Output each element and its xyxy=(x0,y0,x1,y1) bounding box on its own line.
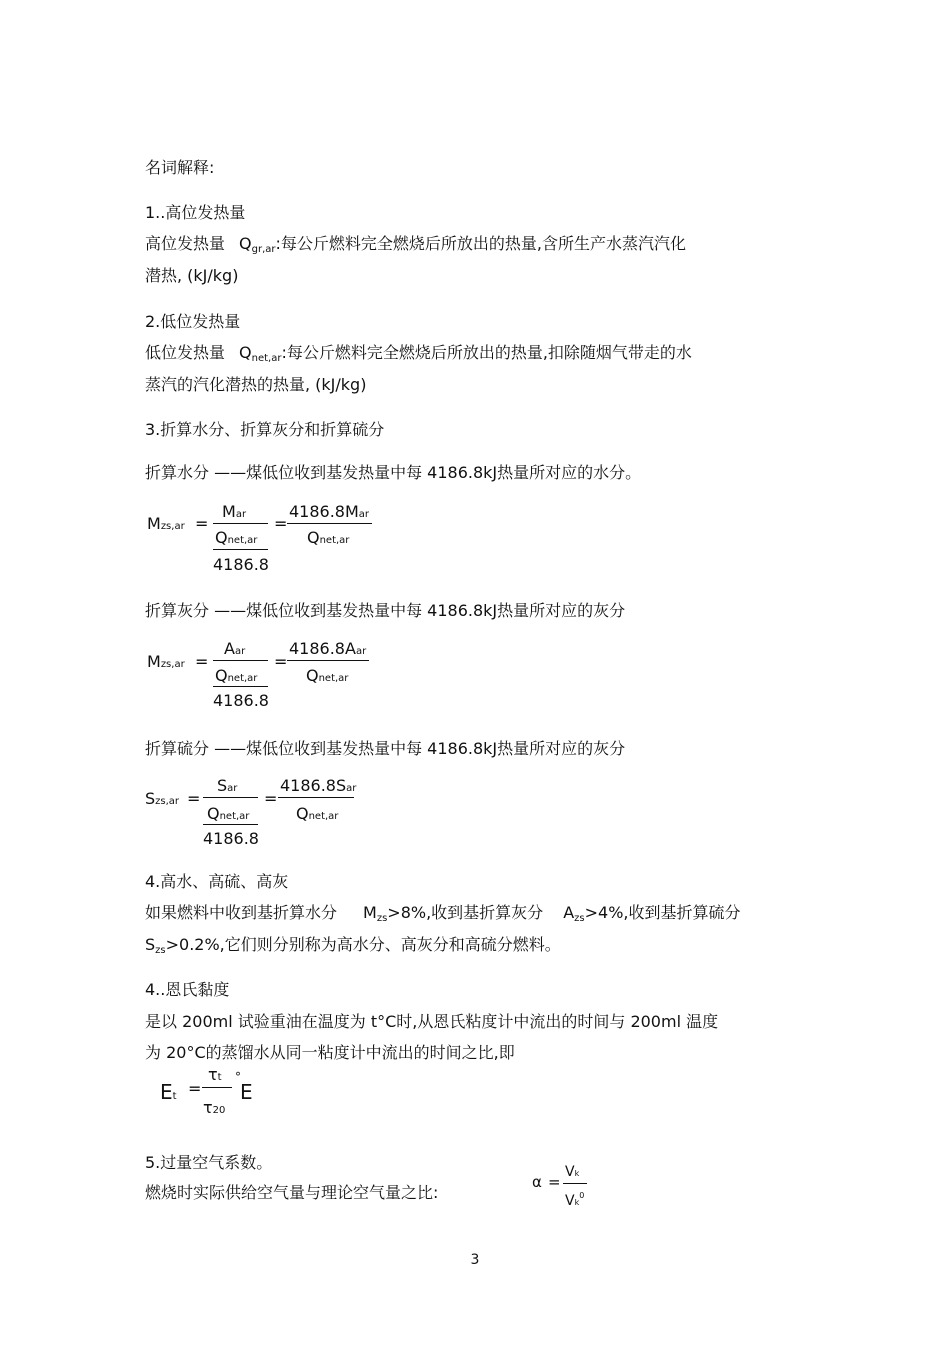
high-content-def-line1: 如果燃料中收到基折算水分 $M_{zs}>8\%$,收到基折算灰分 $A_{zs}>4\%$,收到基折算硫分 xyxy=(145,903,741,924)
fraction-bar xyxy=(203,824,258,825)
fraction-bar xyxy=(563,1183,587,1184)
heading-high-heating-value: 1..高位发热量 xyxy=(145,203,246,222)
high-content-def-line2: $S_{zs}>0.2\%$,它们则分别称为高水分、高灰分和高硫分燃料。 xyxy=(145,935,561,956)
high-heating-value-def-line2: 潜热, (kJ/kg) xyxy=(145,266,239,285)
excess-air-coefficient-def: 燃烧时实际供给空气量与理论空气量之比: xyxy=(145,1183,439,1202)
fraction-bar xyxy=(287,523,372,524)
page-number: 3 xyxy=(470,1252,480,1268)
engler-viscosity-def-line1: 是以 200ml 试验重油在温度为 t°C时,从恩氏粘度计中流出的时间与 200ml 温度 xyxy=(145,1012,719,1031)
fraction-bar xyxy=(213,523,268,524)
low-heating-value-def-line1: 低位发热量 $Q_{net,ar}$:每公斤燃料完全燃烧后所放出的热量,扣除随烟气带走的水 xyxy=(145,343,692,364)
fraction-bar xyxy=(213,549,268,550)
engler-viscosity-def-line2: 为 20°C的蒸馏水从同一粘度计中流出的时间之比,即 xyxy=(145,1043,515,1062)
high-heating-value-def-line1: 高位发热量 $Q_{gr,ar}$:每公斤燃料完全燃烧后所放出的热量,含所生产水蒸汽汽化 xyxy=(145,234,686,255)
symbol-q: Q xyxy=(239,234,252,253)
symbol-q: Q xyxy=(239,343,252,362)
fraction-bar xyxy=(213,660,268,661)
heading-low-heating-value: 2.低位发热量 xyxy=(145,312,241,331)
fraction-bar xyxy=(213,686,268,687)
fraction-bar xyxy=(278,797,354,798)
heading-converted-content: 3.折算水分、折算灰分和折算硫分 xyxy=(145,420,385,439)
converted-water-def: 折算水分 ——煤低位收到基发热量中每 4186.8kJ热量所对应的水分。 xyxy=(145,463,642,482)
document-page: 名词解释: 1..高位发热量 高位发热量 $Q_{gr,ar}$:每公斤燃料完全燃烧后所放出的热量,含所生产水蒸汽汽化 潜热, (kJ/kg) 2.低位发热量 低位发热量 $Q_{net,ar}$:每公斤燃料完全燃烧后所放出的热量,扣除随烟气带走的水 蒸汽的汽化潜热的热量, (kJ/kg) 3.折算水分、折算灰分和折算硫分 折算水分 ——煤低位收到基发热量中每 4186.8kJ热量所对应的水分。 Mzs,ar = Mar Qnet,ar 4186.8 = 4186.8Mar Qnet,ar 折算灰分 ——煤低位收到基发热量中每 4186.8kJ热量所对应的灰分 Mzs,ar = Aar Qnet,ar 4186.8 = 4186.8Aar Qnet,ar 折算硫分 ——煤低位收到基发热量中每 4186.8kJ热量所对应的灰分 Szs,ar = Sar Qnet,ar 4186.8 = 4186.8Sar Qnet,ar 4.高水、高硫、高灰 如果燃料中收到基折算水分 $M_{zs}>8\%$,收到基折算灰分 $A_{zs}>4\%$,收到基折算硫分 $S_{zs}>0.2\%$,它们则分别称为高水分、高灰分和高硫分燃料。 4..恩氏黏度 是以 200ml 试验重油在温度为 t°C时,从恩氏粘度计中流出的时间与 200ml 温度 为 20°C的蒸馏水从同一粘度计中流出的时间之比,即 Et = τt τ20 ° E 5.过量空气系数。 燃烧时实际供给空气量与理论空气量之比: α = Vk Vk$^0$ 3 xyxy=(0,0,950,1345)
fraction-bar xyxy=(203,797,258,798)
fraction-bar xyxy=(202,1087,232,1088)
heading-high-moisture-sulfur-ash: 4.高水、高硫、高灰 xyxy=(145,872,289,891)
heading-excess-air-coefficient: 5.过量空气系数。 xyxy=(145,1153,273,1172)
heading-engler-viscosity: 4..恩氏黏度 xyxy=(145,980,230,999)
fraction-bar xyxy=(287,660,369,661)
converted-ash-def: 折算灰分 ——煤低位收到基发热量中每 4186.8kJ热量所对应的灰分 xyxy=(145,601,626,620)
section-title: 名词解释: xyxy=(145,158,215,177)
converted-sulfur-def: 折算硫分 ——煤低位收到基发热量中每 4186.8kJ热量所对应的灰分 xyxy=(145,739,626,758)
low-heating-value-def-line2: 蒸汽的汽化潜热的热量, (kJ/kg) xyxy=(145,375,367,394)
